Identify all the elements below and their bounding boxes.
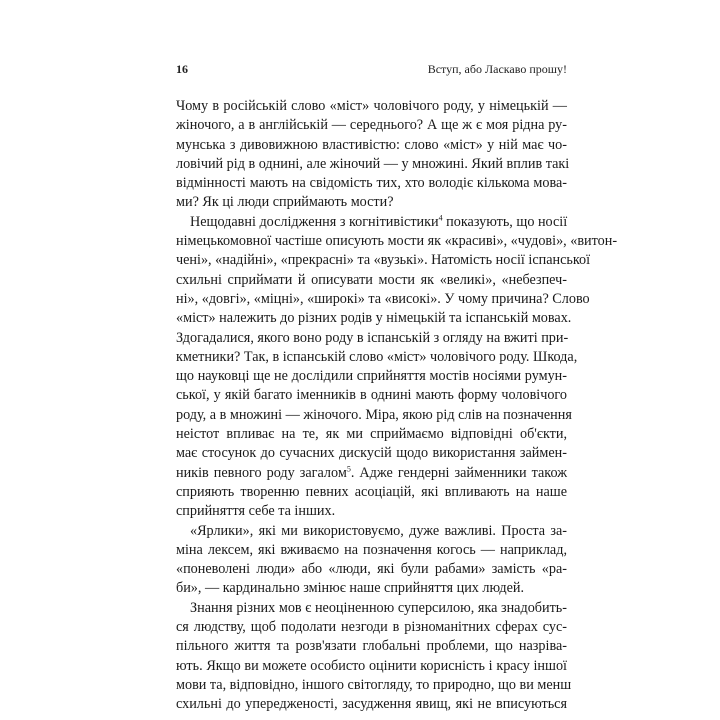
text-line — [176, 464, 567, 483]
page-number: 16 — [176, 62, 188, 76]
text-line: Чому в російській слово «міст» чоловічого роду, у німецькій — — [176, 98, 567, 114]
text-line: схильні сприймати й описувати мости як «великі», «небезпеч- — [176, 271, 567, 288]
text-line: ють. Якщо ви можете особисто оцінити корисність і красу іншої — [176, 657, 567, 674]
text-line: німецькомовної частіше описують мости як «красиві», «чудові», «витон- — [176, 233, 618, 250]
text-line: мунська з дивовижною властивістю: слово «міст» у ній має чо- — [176, 136, 567, 153]
text-fragment: Нещодавні дослідження з когнітивістики — [190, 213, 439, 230]
text-line: ловічий рід в однині, але жіночий — у множині. Який вплив такі — [176, 155, 570, 172]
text-line: сприяють творенню певних асоціацій, які впливають на наше — [176, 483, 567, 500]
footnote-ref: 5 — [346, 463, 351, 473]
text-line — [176, 213, 567, 232]
text-line: жіночого, а в англійській — середнього? А ще ж є моя рідна ру- — [176, 117, 567, 134]
text-line: «міст» належить до різних родів у німецькій та іспанській мовах. — [176, 310, 572, 327]
text-line: кметники? Так, в іспанській слово «міст» чоловічого роду. Шкода, — [176, 348, 578, 365]
text-line: міна лексем, які вживаємо на позначення когось — наприклад, — [176, 541, 567, 558]
text-line: роду, а в множині — жіночого. Міра, якою рід слів на позначення — [176, 406, 572, 423]
body-text — [176, 97, 618, 715]
text-line: ні», «довгі», «міцні», «широкі» та «високі». У чому причина? Слово — [176, 290, 590, 307]
text-fragment: ників певного роду загалом — [176, 464, 347, 481]
text-line: схильні до упередженості, засудження явищ, які не вписуються — [176, 696, 567, 713]
running-head: Вступ, або Ласкаво прошу! — [427, 62, 567, 76]
text-line: ської, у якій багато іменників в однині мають форму чоловічого — [176, 387, 567, 404]
text-line: має стосунок до сучасних дискусій щодо використання займен- — [176, 445, 567, 462]
text-line: «поневолені люди» або «люди, які були рабами» замість «ра- — [176, 561, 567, 578]
text-line: ми? Як ці люди сприймають мости? — [176, 194, 394, 211]
text-line: Здогадалися, якого воно роду в іспанській з огляду на вжиті при- — [176, 329, 569, 346]
text-line: що науковці ще не дослідили сприйняття мостів носіями румун- — [176, 368, 567, 385]
text-line: Знання різних мов є неоціненною суперсилою, яка знадобить- — [190, 599, 567, 616]
text-line: відмінності мають на свідомість тих, хто володіє кількома мова- — [176, 175, 567, 192]
text-line: пільного життя та розв'язати глобальні проблеми, що назріва- — [176, 638, 567, 655]
text-line: би», — кардинально змінює наше сприйняття цих людей. — [176, 580, 525, 597]
text-line: чені», «надійні», «прекрасні» та «вузькі». Натомість носії іспанської — [176, 252, 591, 269]
text-fragment: . Адже гендерні займенники також — [350, 464, 567, 481]
text-line: ся людству, щоб подолати незгоди в різноманітних сферах сус- — [176, 619, 567, 636]
text-line: «Ярлики», які ми використовуємо, дуже важливі. Проста за- — [190, 522, 567, 539]
text-line: сприйняття себе та інших. — [176, 503, 336, 520]
text-line: неістот впливає на те, як ми сприймаємо відповідні об'єкти, — [176, 426, 567, 443]
footnote-ref: 4 — [438, 213, 443, 223]
text-line: мови та, відповідно, іншого світогляду, то природно, що ви менш — [176, 676, 572, 693]
text-fragment: показують, що носії — [442, 213, 568, 230]
